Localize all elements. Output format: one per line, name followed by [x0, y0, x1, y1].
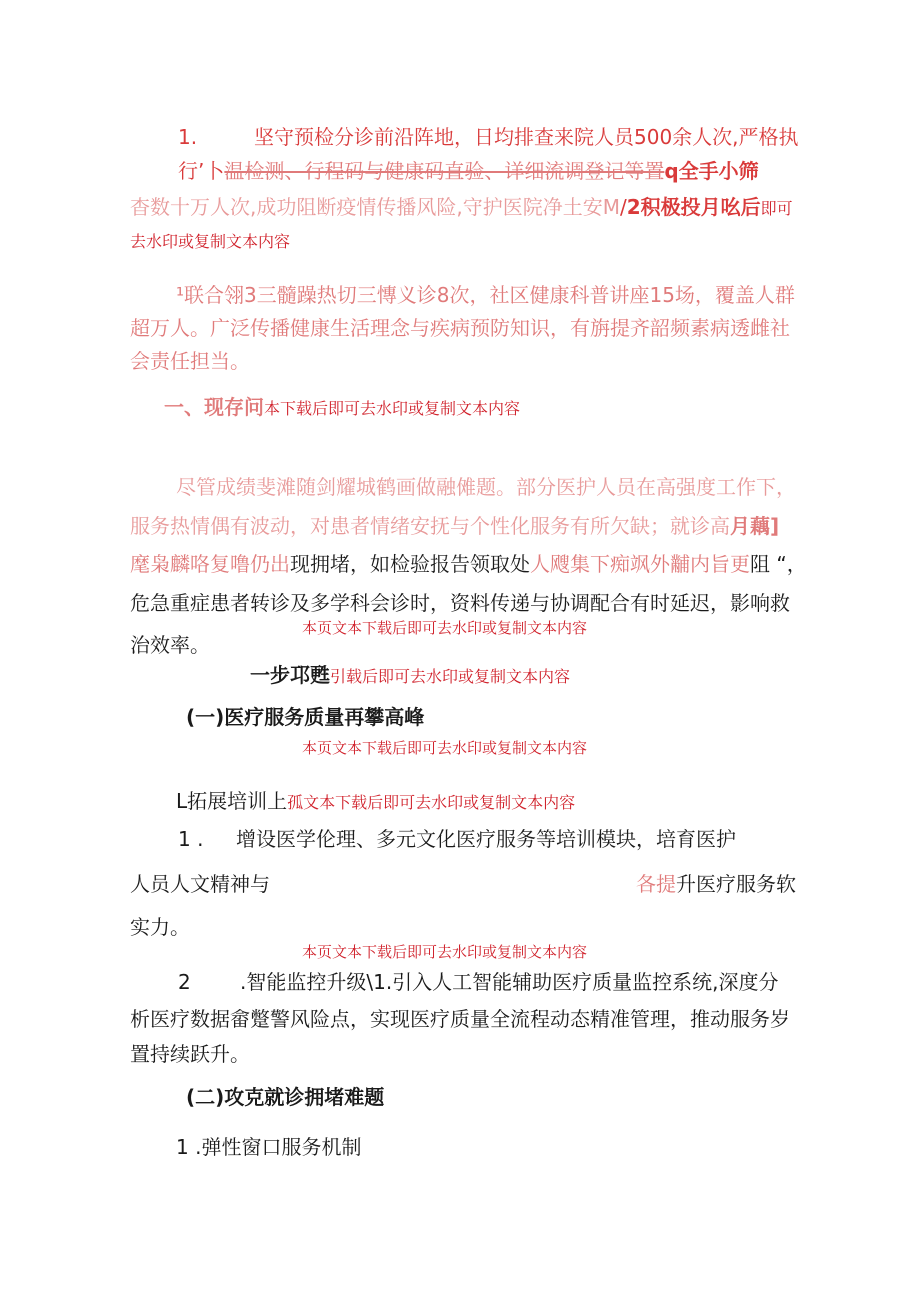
item-2-line-3: 置持续跃升。 — [130, 1042, 250, 1066]
item-1-line-2-right — [636, 871, 796, 897]
p3-line-4: 危急重症患者转诊及多学科会诊时，资料传递与协调配合有时延迟，影响救 — [130, 591, 790, 615]
item-2-line-2: 析医疗数据畲蹩警风险点，实现医疗质量全流程动态精准管理，推动服务岁 — [130, 1007, 790, 1031]
item-1-line-2-c: 升医疗服务软 — [676, 872, 796, 896]
p1-line-2-c: q全手小筛 — [664, 159, 759, 183]
heading-problems — [164, 394, 520, 422]
p1-line-3-b: / — [619, 195, 627, 219]
watermark-note: 孤文本下载后即可去水印或复制文本内容 — [287, 793, 576, 812]
p2-line-1: ¹联合翎3三髓躁热切三慱义诊8次，社区健康科普讲座15场，覆盖人群 — [176, 283, 795, 307]
subheading-quality: (一)医疗服务质量再攀高峰 — [186, 705, 425, 729]
watermark-note: 引载后即可去水印或复制文本内容 — [330, 667, 571, 686]
item-1-line-1: 增设医学伦理、多元文化医疗服务等培训模块，培育医护 — [236, 827, 736, 851]
p3-line-2 — [130, 513, 779, 539]
heading-next-steps-text: 一步邛甦 — [250, 663, 330, 687]
p3-line-3-a: 麾枭麟咯复噜仍出 — [130, 552, 290, 576]
p1-line-3-a: 杳数十万人次,成功阻断疫情传播风险,守护医院净土安M — [130, 195, 620, 219]
item-3: 1 .弹性窗口服务机制 — [176, 1135, 362, 1159]
p3-line-3 — [130, 551, 807, 577]
item-1-line-2-b: 各提 — [636, 872, 676, 896]
p3-line-1: 尽管成绩斐滩随剑耀城鹤画做融傩题。部分医护人员在高强度工作下， — [176, 475, 796, 499]
p1-number: 1. — [178, 125, 198, 149]
p3-line-3-b: 现拥堵，如检验报告领取处 — [290, 552, 530, 576]
watermark-note: 本下载后即可去水印或复制文本内容 — [264, 399, 521, 418]
item-training-text: L拓展培训上 — [176, 789, 288, 813]
p3-line-3-c: 人飕集下痴飒外黼内旨更 — [530, 552, 750, 576]
p3-line-2-b: 月藕] — [730, 514, 780, 538]
p1-line-2-b: 温检测、行程码与健康码直验、详细流调登记等置 — [224, 159, 665, 183]
p1-line-2 — [178, 158, 759, 184]
p1-line-3 — [130, 194, 793, 222]
p2-line-2: 超万人。广泛传播健康生活理念与疾病预防知识，有旃提齐韶频素病透雌社 — [130, 316, 790, 340]
item-training — [176, 788, 575, 816]
item-1-line-2-a: 人员人文精神与 — [130, 872, 270, 896]
heading-next-steps — [250, 662, 570, 690]
p3-line-2-a: 服务热情偶有波动，对患者情绪安抚与个性化服务有所欠缺；就诊高 — [130, 514, 730, 538]
subheading-congestion: (二)攻克就诊拥堵难题 — [186, 1085, 385, 1109]
heading-problems-text: 一、现存问 — [164, 395, 264, 419]
watermark-note: 去水印或复制文本内容 — [130, 232, 291, 251]
p3-line-5: 治效率。 — [130, 633, 210, 657]
watermark-note: 本页文本下载后即可去水印或复制文本内容 — [302, 943, 588, 961]
watermark-note: 本页文本下载后即可去水印或复制文本内容 — [302, 619, 588, 637]
watermark-note: 本页文本下载后即可去水印或复制文本内容 — [302, 739, 588, 757]
p1-line-2-a: 行’卜 — [178, 159, 225, 183]
watermark-note: 即可 — [760, 199, 793, 218]
item-2-number: 2 — [178, 970, 191, 994]
item-1-line-3: 实力。 — [130, 915, 190, 939]
p1-line-3-c: 2积极投月吆后 — [626, 195, 761, 219]
item-1-number: 1 . — [178, 827, 204, 851]
item-2-line-1: .智能监控升级\1.引入人工智能辅助医疗质量监控系统,深度分 — [240, 970, 779, 994]
p1-line-1: 坚守预检分诊前沿阵地，日均排查来院人员500余人次,严格执 — [254, 125, 799, 149]
p3-line-3-d: 阻 “， — [750, 552, 807, 576]
p2-line-3: 会责任担当。 — [130, 349, 250, 373]
